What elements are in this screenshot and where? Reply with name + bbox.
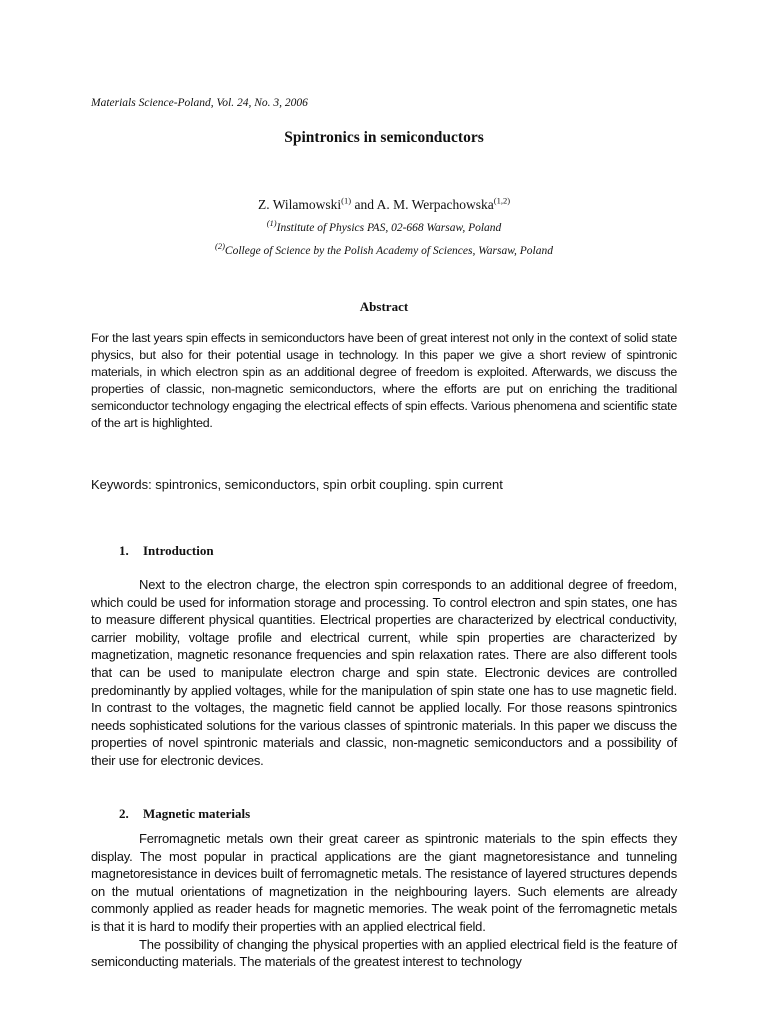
section-title: Magnetic materials	[143, 806, 251, 821]
paragraph: Next to the electron charge, the electron spin corresponds to an additional degree of freedom, which could be used for information storage and processing. To control electron and spin states, one has to measure different physical quantities. Electrical properties are characterized by electrical conductivity, carrier mobility, voltage profile and electrical current, while spin properties are characterized by magnetization, magnetic resonance frequencies and spin relaxation rates. There are also different tools that can be used to manipulate electron charge and spin state. Electronic devices are controlled predominantly by applied voltages, while for the manipulation of spin state one has to use magnetic field. In contrast to the voltages, the magnetic field cannot be applied locally. For those reasons spintronics needs sophisticated solutions for the various classes of spintronic materials. In this paper we discuss the properties of novel spintronic materials and classic, non-magnetic semiconductors and a possibility of their use for electronic devices.	[91, 577, 677, 768]
affiliation-2	[0, 241, 768, 257]
keywords: Keywords: spintronics, semiconductors, spin orbit coupling. spin current	[91, 477, 503, 492]
paper-title: Spintronics in semiconductors	[284, 129, 484, 146]
section-body-introduction	[91, 576, 677, 770]
affiliation-1	[0, 218, 768, 234]
affiliation-1-text: Institute of Physics PAS, 02-668 Warsaw, Poland	[276, 222, 502, 234]
affiliation-2-mark: (2)	[214, 241, 225, 252]
section-body-magnetic-materials	[91, 830, 677, 971]
section-heading-introduction	[119, 543, 214, 559]
affiliation-2-text: College of Science by the Polish Academy of Sciences, Warsaw, Poland	[224, 245, 554, 257]
section-title: Introduction	[143, 543, 214, 558]
paragraph: The possibility of changing the physical properties with an applied electrical field is the feature of semiconducting materials. The materials of the greatest interest to technology	[91, 936, 677, 970]
abstract-text: For the last years spin effects in semiconductors have been of great interest not only in the context of solid state physics, but also for their potential usage in technology. In this paper we give a short review of spintronic materials, in which electron spin as an additional degree of freedom is exploited. Afterwards, we discuss the properties of classic, non-magnetic semiconductors, where the efforts are put on enriching the traditional semiconductor technology engaging the electrical effects of spin effects. Various phenomena and scientific state of the art is highlighted.	[91, 331, 677, 431]
journal-citation: Materials Science-Poland, Vol. 24, No. 3, 2006	[91, 97, 308, 109]
author-2-affiliation-mark: (1,2)	[493, 195, 511, 206]
paragraph: Ferromagnetic metals own their great career as spintronic materials to the spin effects they display. The most popular in practical applications are the giant magnetoresistance and tunneling magnetoresistance in devices built of ferromagnetic metals. The resistance of layered structures depends on the mutual orientations of magnetization in the neighbouring layers. Such elements are already commonly applied as reader heads for magnetic memories. The weak point of the ferromagnetic metals is that it is hard to modify their properties with an applied electrical field.	[91, 831, 677, 934]
affiliation-1-mark: (1)	[266, 218, 277, 229]
author-2: A. M. Werpachowska	[376, 197, 494, 212]
author-1: Z. Wilamowski	[257, 197, 342, 212]
section-number: 2.	[119, 806, 129, 821]
section-number: 1.	[119, 543, 129, 558]
abstract-heading: Abstract	[359, 299, 409, 314]
section-heading-magnetic-materials	[119, 806, 250, 822]
author-conjunction: and	[351, 197, 377, 212]
author-line	[0, 197, 768, 213]
author-1-affiliation-mark: (1)	[341, 195, 352, 206]
